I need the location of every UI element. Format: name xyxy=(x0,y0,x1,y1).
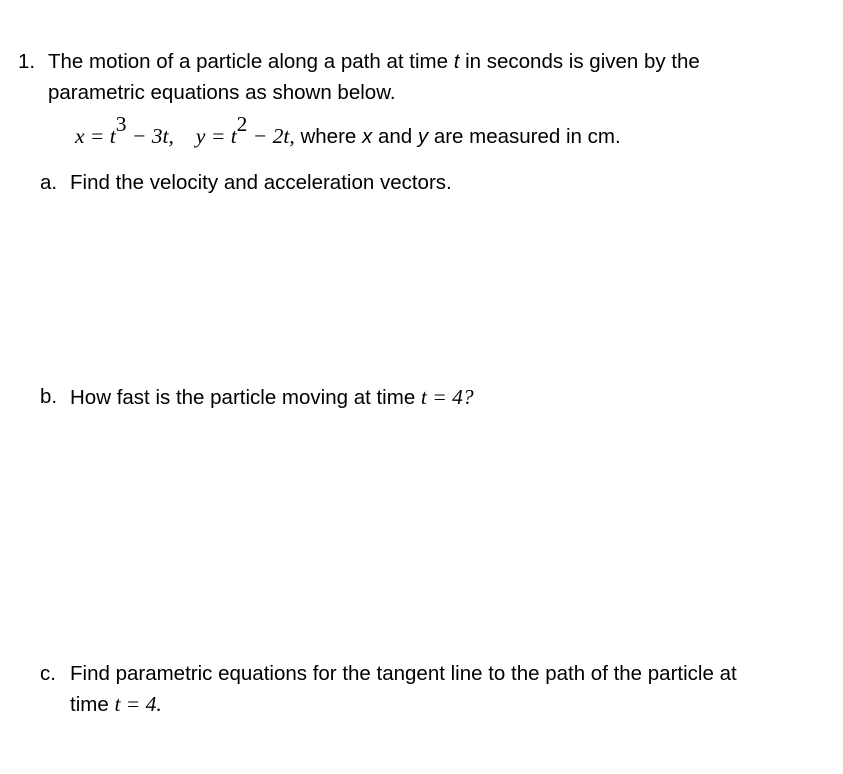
part-b-label: b. xyxy=(40,385,58,408)
eq-tail-b: are measured in cm. xyxy=(428,125,621,148)
part-c-line1: Find parametric equations for the tangent line to the path of the particle at xyxy=(70,662,737,685)
problem-intro-line1 xyxy=(48,50,700,75)
problem-number: 1. xyxy=(18,50,36,73)
eq-x-exponent: 3 xyxy=(115,112,127,137)
intro-var-t: t xyxy=(453,50,460,73)
problem-intro-line2: parametric equations as shown below. xyxy=(48,81,396,104)
eq-y-rhs-b: − 2t, xyxy=(247,124,295,148)
part-a-text: Find the velocity and acceleration vectors. xyxy=(70,171,452,194)
eq-y-rhs-a: = t xyxy=(205,124,237,148)
eq-x-var: x xyxy=(75,124,85,148)
eq-tail-x: x xyxy=(362,125,373,148)
parametric-equations xyxy=(75,112,621,150)
part-b-text: How fast is the particle moving at time xyxy=(70,386,421,409)
eq-x-rhs-a: = t xyxy=(84,124,116,148)
eq-tail-a: where xyxy=(294,125,363,148)
intro-text-b: in seconds is given by the xyxy=(459,50,700,73)
eq-x-rhs-b: − 3t, xyxy=(126,124,174,148)
part-c-math: t = 4. xyxy=(114,692,162,716)
part-b-line xyxy=(70,385,474,411)
part-c-text: time xyxy=(70,693,115,716)
eq-y-exponent: 2 xyxy=(236,112,248,137)
eq-y-var: y xyxy=(195,124,206,148)
part-c-line2 xyxy=(70,692,162,718)
part-c-label: c. xyxy=(40,662,56,685)
eq-tail-mid: and xyxy=(372,125,418,148)
part-b-math: t = 4? xyxy=(420,385,474,409)
intro-text-a: The motion of a particle along a path at time xyxy=(48,50,454,73)
part-a-label: a. xyxy=(40,171,58,194)
eq-tail-y: y xyxy=(417,125,429,148)
